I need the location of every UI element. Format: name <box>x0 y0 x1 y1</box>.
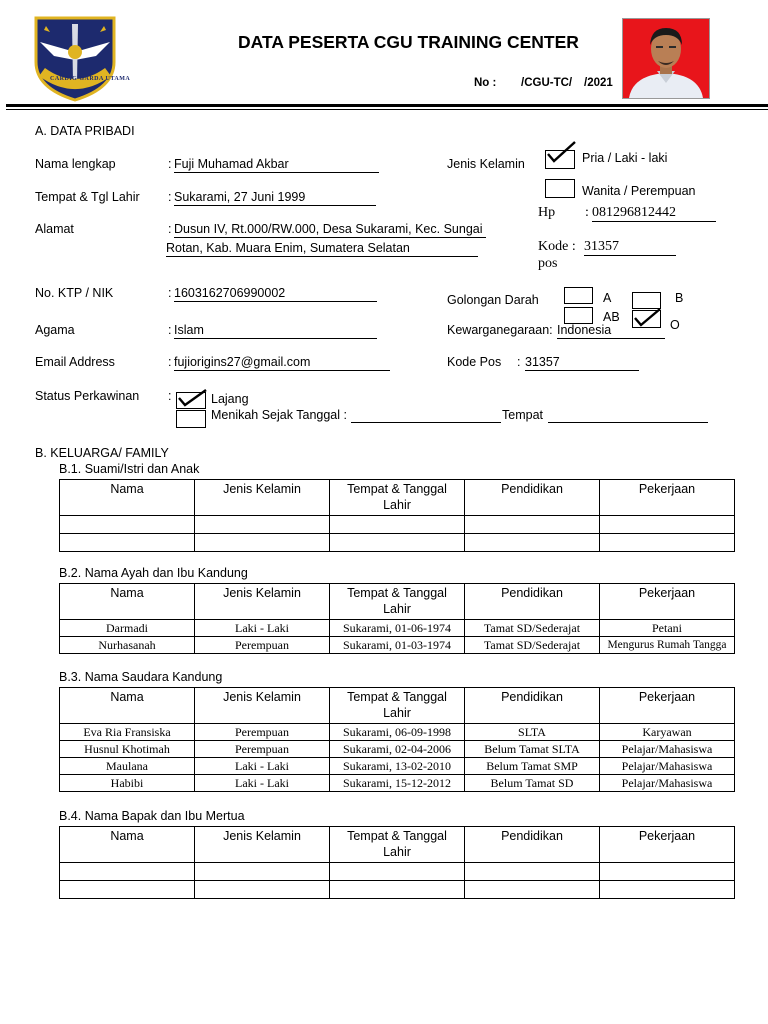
table-b1-spouse-children <box>59 479 735 552</box>
cell: Karyawan <box>600 724 735 741</box>
tempat-line[interactable] <box>548 422 708 423</box>
section-a-heading: A. DATA PRIBADI <box>35 124 135 138</box>
table-row[interactable] <box>60 741 735 758</box>
header-rule-thin <box>6 109 768 110</box>
col-pendidikan: Pendidikan <box>465 688 600 724</box>
profile-photo <box>622 18 710 99</box>
col-ttl: Tempat & Tanggal Lahir <box>330 584 465 620</box>
label-ttl: Tempat & Tgl Lahir <box>35 190 140 204</box>
table-row[interactable] <box>60 881 735 899</box>
value-agama[interactable]: Islam <box>174 323 377 339</box>
colon: : <box>168 355 172 369</box>
cell: Pelajar/Mahasiswa <box>600 741 735 758</box>
cell: Maulana <box>60 758 195 775</box>
check-mark-lajang <box>176 388 208 408</box>
menikah-date-line[interactable] <box>351 422 501 423</box>
col-nama: Nama <box>60 584 195 620</box>
label-hp: Hp <box>538 205 556 220</box>
logo-text: CARDIG GARDA UTAMA <box>50 76 131 82</box>
table-row[interactable] <box>60 637 735 654</box>
tempat-label: Tempat <box>502 408 543 422</box>
cell: Eva Ria Fransiska <box>60 724 195 741</box>
table-row[interactable] <box>60 516 735 534</box>
col-ttl: Tempat & Tanggal Lahir <box>330 688 465 724</box>
col-ttl: Tempat & Tanggal Lahir <box>330 827 465 863</box>
col-pekerjaan: Pekerjaan <box>600 827 735 863</box>
cell: Belum Tamat SLTA <box>465 741 600 758</box>
no-code: /CGU-TC/ <box>521 77 573 89</box>
cell: Sukarami, 06-09-1998 <box>330 724 465 741</box>
cell: Nurhasanah <box>60 637 195 654</box>
option-wanita: Wanita / Perempuan <box>582 184 696 198</box>
col-nama: Nama <box>60 480 195 516</box>
option-lajang: Lajang <box>211 392 249 406</box>
colon: : <box>168 190 172 204</box>
label-ktp: No. KTP / NIK <box>35 286 114 300</box>
table-row[interactable] <box>60 863 735 881</box>
colon: : <box>168 222 172 236</box>
option-pria: Pria / Laki - laki <box>582 151 668 165</box>
cell: Laki - Laki <box>195 758 330 775</box>
cell: Laki - Laki <box>195 620 330 637</box>
checkbox-gol-ab[interactable] <box>564 307 593 324</box>
header-rule-thick <box>6 104 768 107</box>
label-email: Email Address <box>35 355 115 369</box>
table-header-row <box>60 480 735 516</box>
no-year: /2021 <box>584 77 613 89</box>
label-kodepos-hw-pos: pos <box>538 256 558 271</box>
checkbox-menikah[interactable] <box>176 410 206 428</box>
cell: Habibi <box>60 775 195 792</box>
cell: Sukarami, 01-06-1974 <box>330 620 465 637</box>
cell: Belum Tamat SMP <box>465 758 600 775</box>
col-pendidikan: Pendidikan <box>465 827 600 863</box>
cell: SLTA <box>465 724 600 741</box>
table-header-row <box>60 827 735 863</box>
cell: Husnul Khotimah <box>60 741 195 758</box>
colon: : <box>168 389 172 403</box>
table-b2-parents <box>59 583 735 654</box>
table-b4-in-laws <box>59 826 735 899</box>
cell: Petani <box>600 620 735 637</box>
col-jenis-kelamin: Jenis Kelamin <box>195 688 330 724</box>
value-alamat-line1[interactable]: Dusun IV, Rt.000/RW.000, Desa Sukarami, Kec. Sungai <box>174 222 486 238</box>
checkbox-gol-a[interactable] <box>564 287 593 304</box>
option-gol-a: A <box>603 291 612 305</box>
cell: Laki - Laki <box>195 775 330 792</box>
value-kodepos-hw[interactable]: 31357 <box>584 239 676 256</box>
col-pendidikan: Pendidikan <box>465 480 600 516</box>
table-row[interactable] <box>60 724 735 741</box>
col-pekerjaan: Pekerjaan <box>600 688 735 724</box>
table-header-row <box>60 688 735 724</box>
value-email[interactable]: fujiorigins27@gmail.com <box>174 355 390 371</box>
col-nama: Nama <box>60 827 195 863</box>
b3-title: B.3. Nama Saudara Kandung <box>59 670 223 684</box>
cell: Belum Tamat SD <box>465 775 600 792</box>
table-row[interactable] <box>60 758 735 775</box>
value-kewarganegaraan[interactable]: Indonesia <box>557 323 665 339</box>
colon: : <box>168 157 172 171</box>
check-mark-pria <box>545 140 577 164</box>
label-nama: Nama lengkap <box>35 157 116 171</box>
cell: Sukarami, 01-03-1974 <box>330 637 465 654</box>
cell: Sukarami, 15-12-2012 <box>330 775 465 792</box>
cell: Pelajar/Mahasiswa <box>600 775 735 792</box>
colon: : <box>517 355 521 369</box>
colon: : <box>585 205 589 220</box>
cell: Perempuan <box>195 637 330 654</box>
option-menikah: Menikah Sejak Tanggal : <box>211 408 347 422</box>
value-nama[interactable]: Fuji Muhamad Akbar <box>174 157 379 173</box>
col-jenis-kelamin: Jenis Kelamin <box>195 584 330 620</box>
value-hp[interactable]: 081296812442 <box>592 205 716 222</box>
col-pekerjaan: Pekerjaan <box>600 480 735 516</box>
value-alamat-line2[interactable]: Rotan, Kab. Muara Enim, Sumatera Selatan <box>166 241 478 257</box>
cell: Perempuan <box>195 741 330 758</box>
col-jenis-kelamin: Jenis Kelamin <box>195 480 330 516</box>
b4-title: B.4. Nama Bapak dan Ibu Mertua <box>59 809 245 823</box>
label-kodepos-hw: Kode : <box>538 239 576 254</box>
option-gol-o: O <box>670 318 680 332</box>
value-kodepos[interactable]: 31357 <box>525 355 639 371</box>
col-pekerjaan: Pekerjaan <box>600 584 735 620</box>
cell: Sukarami, 02-04-2006 <box>330 741 465 758</box>
checkbox-wanita[interactable] <box>545 179 575 198</box>
colon: : <box>168 286 172 300</box>
page-title: DATA PESERTA CGU TRAINING CENTER <box>238 32 579 52</box>
logo-emblem <box>26 12 131 102</box>
section-b-heading: B. KELUARGA/ FAMILY <box>35 446 169 460</box>
table-header-row <box>60 584 735 620</box>
cell: Tamat SD/Sederajat <box>465 620 600 637</box>
label-status: Status Perkawinan <box>35 389 140 403</box>
label-agama: Agama <box>35 323 75 337</box>
label-alamat: Alamat <box>35 222 74 236</box>
label-kewarganegaraan: Kewarganegaraan: <box>447 323 553 337</box>
cell: Mengurus Rumah Tangga <box>600 637 735 654</box>
value-ktp[interactable]: 1603162706990002 <box>174 286 377 302</box>
cell: Sukarami, 13-02-2010 <box>330 758 465 775</box>
label-jenis-kelamin: Jenis Kelamin <box>447 157 525 171</box>
b1-title: B.1. Suami/Istri dan Anak <box>59 462 200 476</box>
table-row[interactable] <box>60 534 735 552</box>
cell: Tamat SD/Sederajat <box>465 637 600 654</box>
col-nama: Nama <box>60 688 195 724</box>
col-jenis-kelamin: Jenis Kelamin <box>195 827 330 863</box>
label-kodepos: Kode Pos <box>447 355 502 369</box>
cell: Darmadi <box>60 620 195 637</box>
option-gol-ab: AB <box>603 310 620 324</box>
colon: : <box>168 323 172 337</box>
cell: Pelajar/Mahasiswa <box>600 758 735 775</box>
no-label: No : <box>474 77 497 89</box>
table-row[interactable] <box>60 620 735 637</box>
cell: Perempuan <box>195 724 330 741</box>
table-b3-siblings <box>59 687 735 792</box>
col-pendidikan: Pendidikan <box>465 584 600 620</box>
option-gol-b: B <box>675 291 684 305</box>
value-ttl[interactable]: Sukarami, 27 Juni 1999 <box>174 190 376 206</box>
b2-title: B.2. Nama Ayah dan Ibu Kandung <box>59 566 248 580</box>
table-row[interactable] <box>60 775 735 792</box>
col-ttl: Tempat & Tanggal Lahir <box>330 480 465 516</box>
label-golongan-darah: Golongan Darah <box>447 293 539 307</box>
